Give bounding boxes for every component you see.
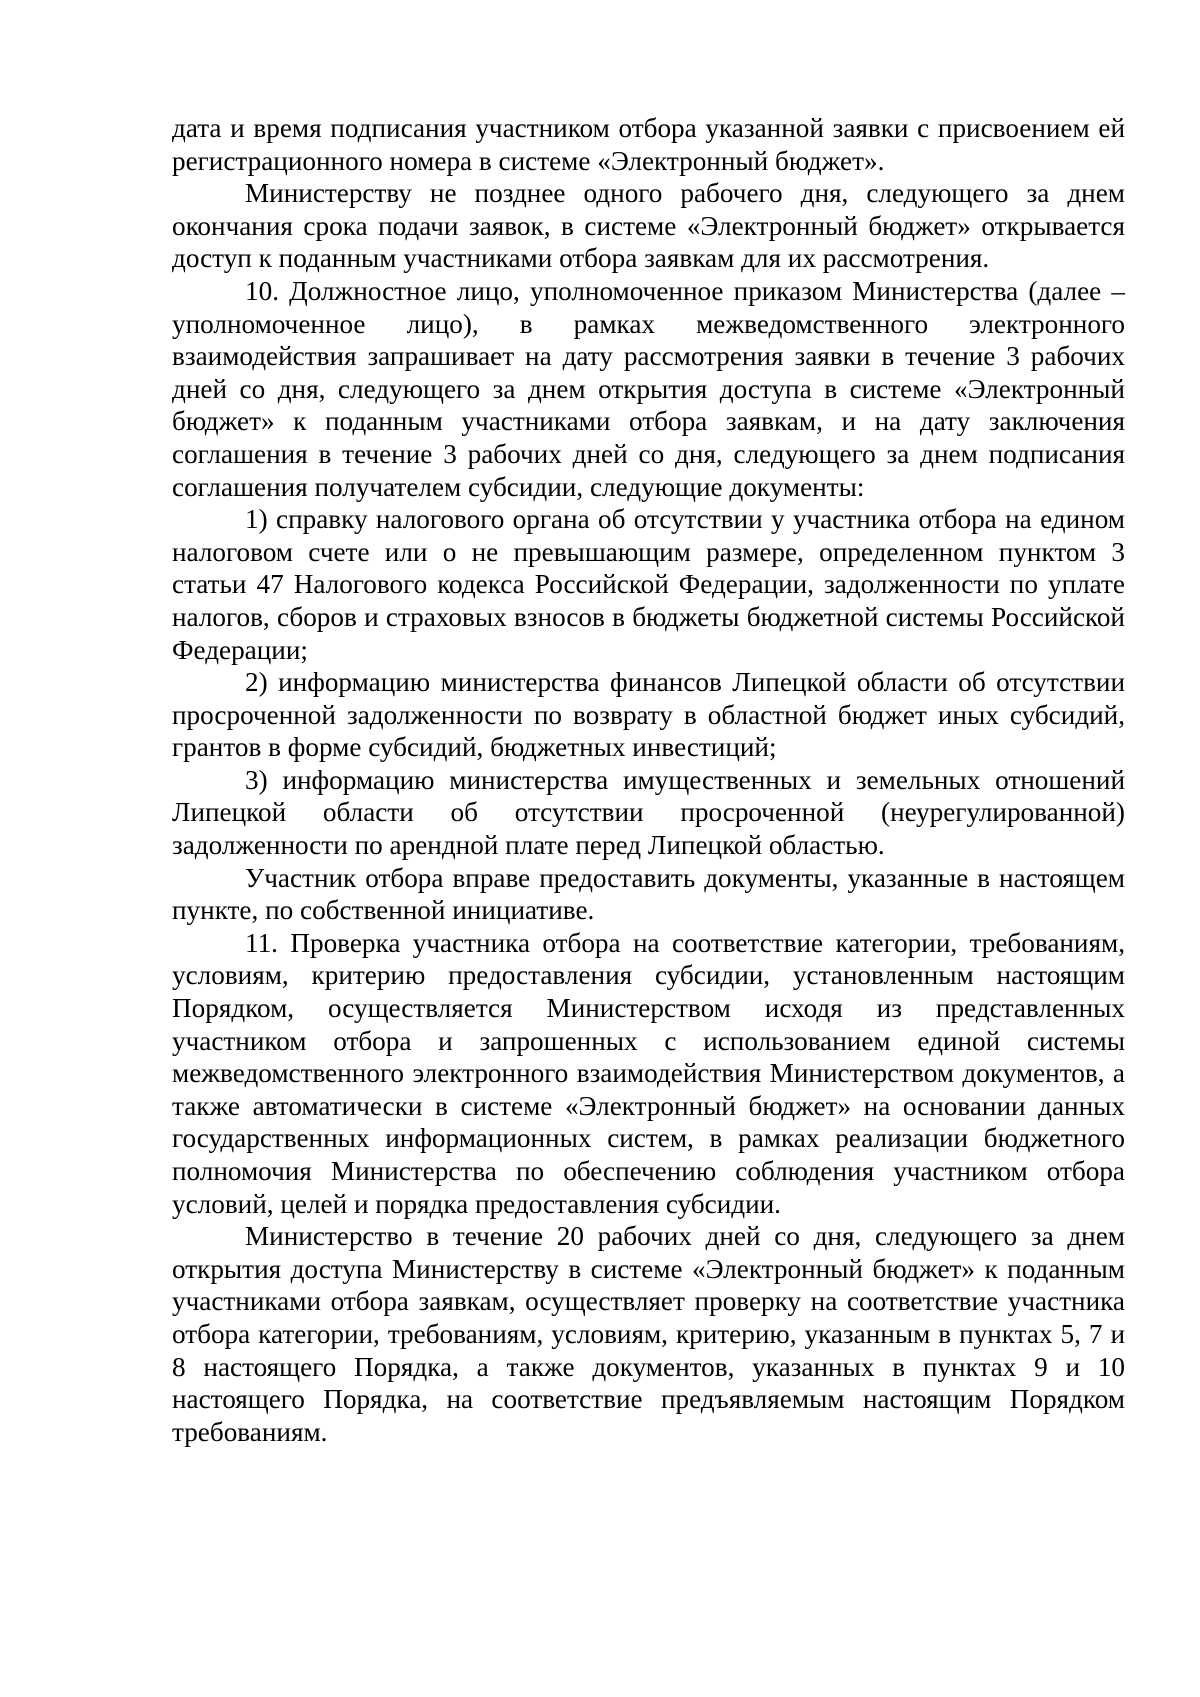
paragraph-subitem-2: 2) информацию министерства финансов Липецкой области об отсутствии просроченной задолженности по возврату в областной бюджет иных субсидий, грантов в форме субсидий, бюджетных инвестиций;: [172, 667, 1125, 763]
paragraph-subitem-3: 3) информацию министерства имущественных и земельных отношений Липецкой области об отсутствии просроченной (неурегулированной) задолженности по арендной плате перед Липецкой областью.: [172, 764, 1125, 861]
paragraph-own-initiative: Участник отбора вправе предоставить документы, указанные в настоящем пункте, по собственной инициативе.: [172, 862, 1125, 926]
paragraph-access-opening: Министерству не позднее одного рабочего дня, следующего за днем окончания срока подачи заявок, в системе «Электронный бюджет» открывается доступ к поданным участниками отбора заявкам для их рассмотрения.: [172, 178, 1125, 274]
paragraph-subitem-1: 1) справку налогового органа об отсутствии у участника отбора на едином налоговом счете или о не превышающим размере, определенном пунктом 3 статьи 47 Налогового кодекса Российской Федерации, задолженности по уплате налогов, сборов и страховых взносов в бюджеты бюджетной системы Российской Федерации;: [172, 504, 1125, 665]
paragraph-verification-period: Министерство в течение 20 рабочих дней со дня, следующего за днем открытия доступа Министерству в системе «Электронный бюджет» к поданным участниками отбора заявкам, осуществляет проверку на соответствие участника отбора категории, требованиям, условиям, критерию, указанным в пунктах 5, 7 и 8 настоящего Порядка, а также документов, указанных в пунктах 9 и 10 настоящего Порядка, на соответствие предъявляемым настоящим Порядком требованиям.: [172, 1221, 1125, 1447]
document-page: [172, 112, 1125, 1448]
paragraph-item-11: 11. Проверка участника отбора на соответствие категории, требованиям, условиям, критерию предоставления субсидии, установленным настоящим Порядком, осуществляется Министерством исходя из представленных участником отбора и запрошенных с использованием единой системы межведомственного электронного взаимодействия Министерством документов, а также автоматически в системе «Электронный бюджет» на основании данных государственных информационных систем, в рамках реализации бюджетного полномочия Министерства по обеспечению соблюдения участником отбора условий, целей и порядка предоставления субсидии.: [172, 927, 1125, 1219]
paragraph-continuation: дата и время подписания участником отбора указанной заявки с присвоением ей регистрационного номера в системе «Электронный бюджет».: [172, 113, 1125, 176]
paragraph-item-10: 10. Должностное лицо, уполномоченное приказом Министерства (далее – уполномоченное лицо), в рамках межведомственного электронного взаимодействия запрашивает на дату рассмотрения заявки в течение 3 рабочих дней со дня, следующего за днем открытия доступа в системе «Электронный бюджет» к поданным участниками отбора заявкам, и на дату заключения соглашения в течение 3 рабочих дней со дня, следующего за днем подписания соглашения получателем субсидии, следующие документы:: [172, 275, 1125, 502]
